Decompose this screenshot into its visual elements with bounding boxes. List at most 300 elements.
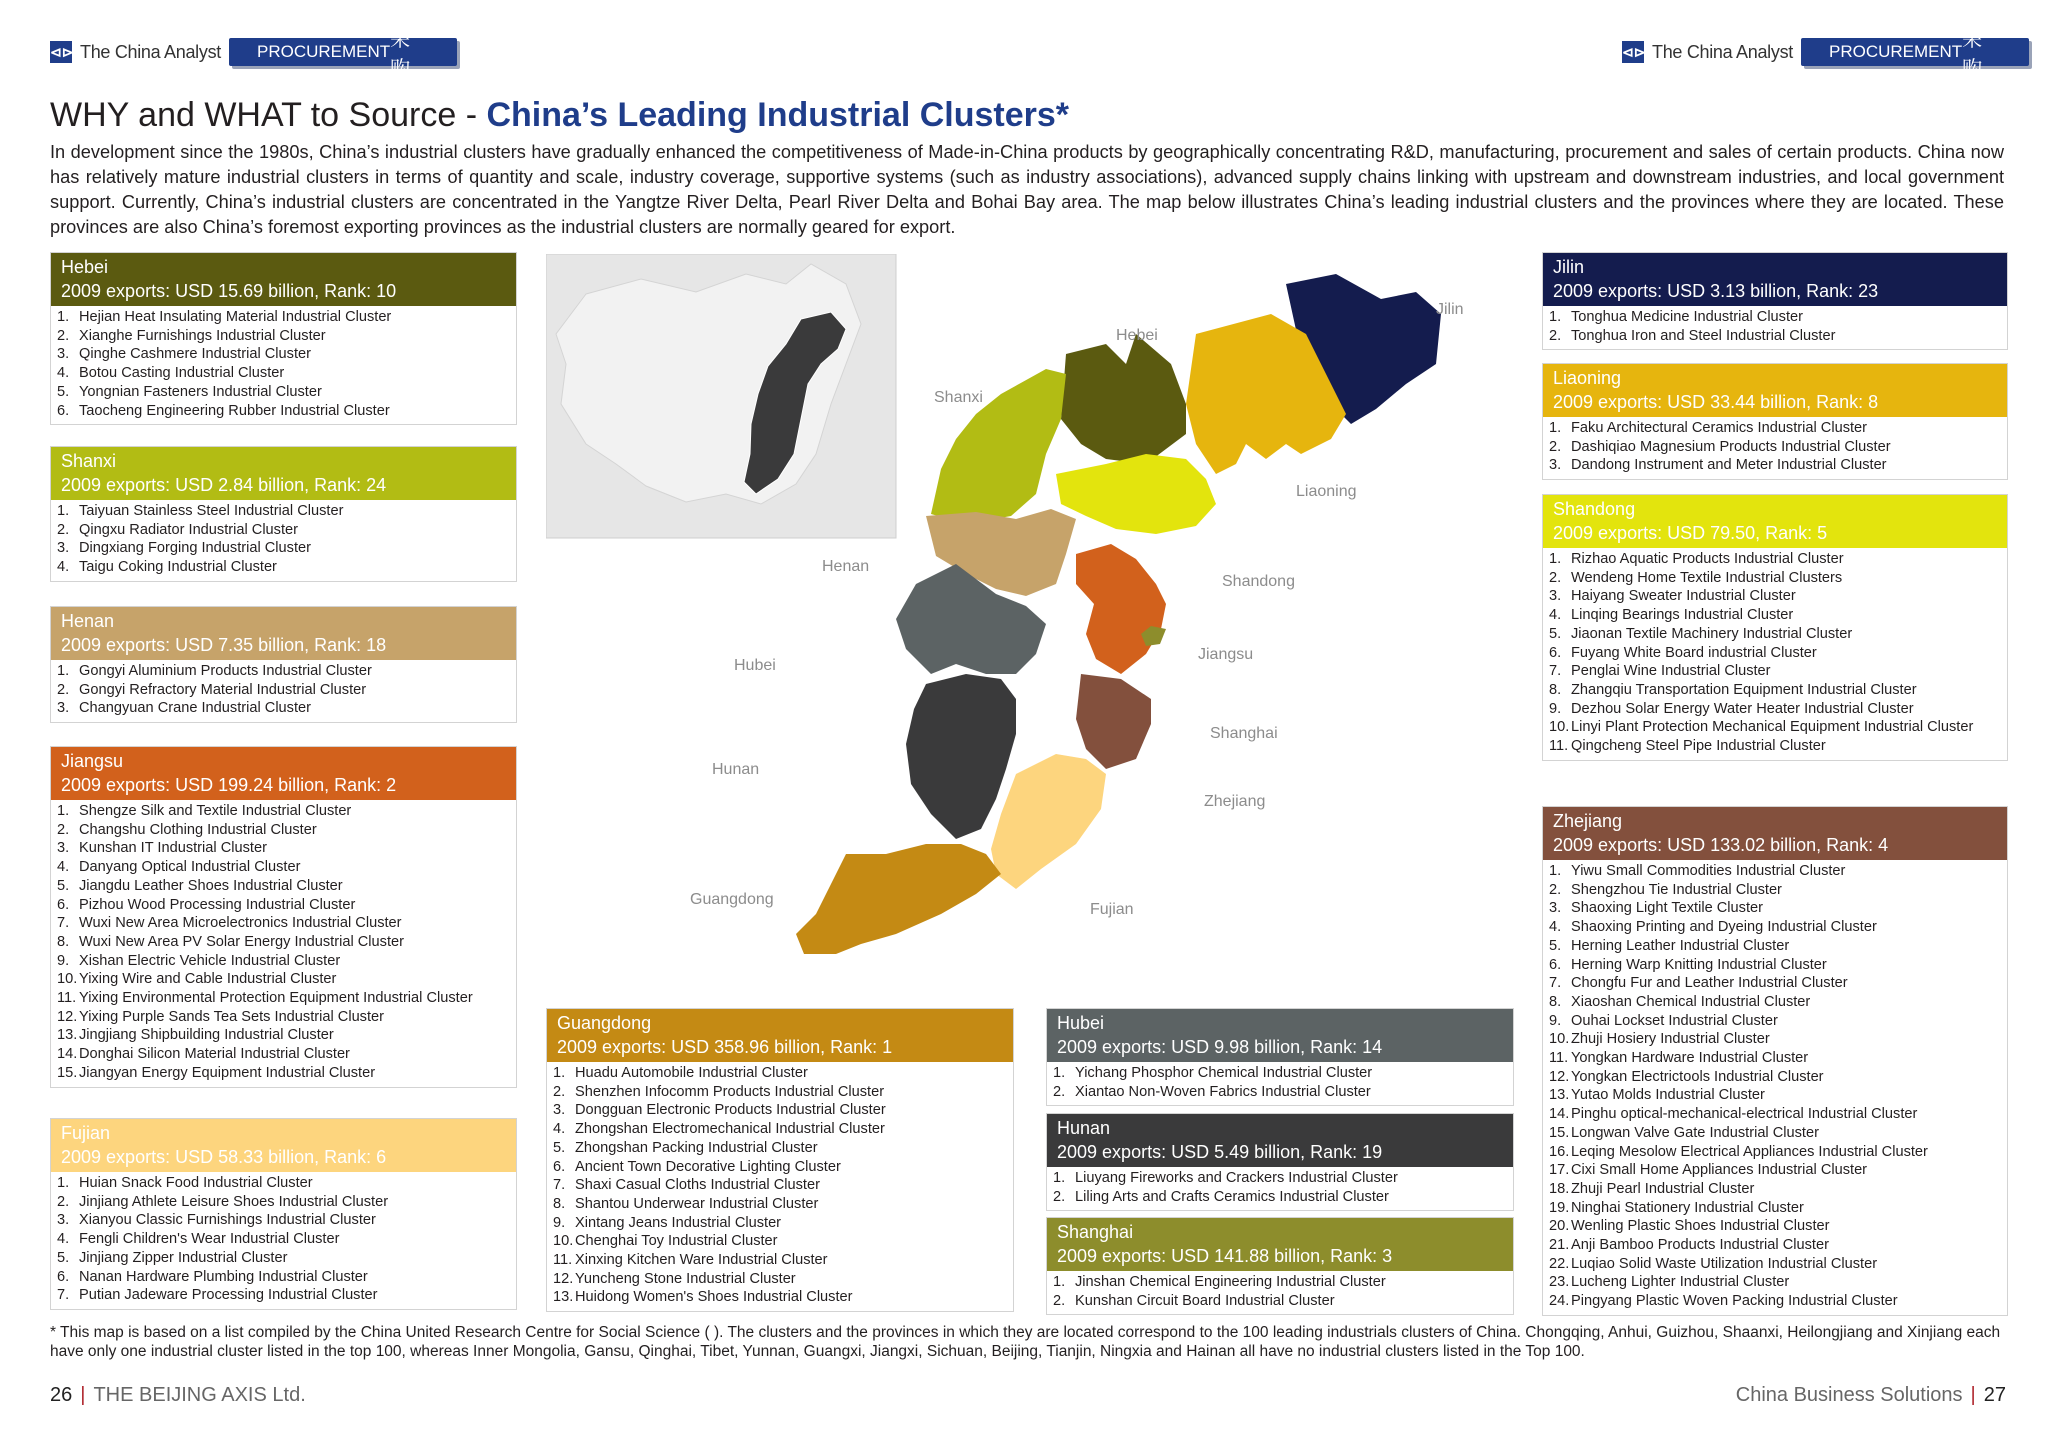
cluster-item-label: Yongnian Fasteners Industrial Cluster — [79, 383, 322, 400]
cluster-item-label: Shantou Underwear Industrial Cluster — [575, 1195, 819, 1212]
cluster-item-number: 3. — [1549, 900, 1562, 917]
cluster-item-number: 20. — [1549, 1218, 1570, 1235]
cluster-item-label: Haiyang Sweater Industrial Cluster — [1571, 588, 1796, 605]
header-right — [1622, 29, 2029, 80]
panel-header-zhejiang — [1543, 807, 2007, 860]
cluster-item-label: Longwan Valve Gate Industrial Cluster — [1571, 1124, 1819, 1141]
cluster-item-number: 3. — [1549, 457, 1562, 474]
procurement-tab — [1801, 29, 2029, 80]
cluster-item — [57, 989, 510, 1008]
cluster-item — [1549, 881, 2001, 900]
cluster-item-number: 3. — [57, 346, 70, 363]
panel-header-jilin — [1543, 253, 2007, 306]
panel-shandong — [1542, 494, 2008, 761]
cluster-item-number: 1. — [1549, 309, 1562, 325]
panel-hunan — [1046, 1113, 1514, 1211]
cluster-item-label: Tonghua Medicine Industrial Cluster — [1571, 309, 1804, 325]
footer-separator: | — [1970, 1384, 1976, 1406]
cluster-item-label: Hejian Heat Insulating Material Industrial Cluster — [79, 309, 392, 325]
cluster-item — [57, 821, 510, 840]
province-exports: 2009 exports: USD 5.49 billion, Rank: 19 — [1057, 1142, 1383, 1162]
cluster-item-label: Linqing Bearings Industrial Cluster — [1571, 607, 1794, 624]
cluster-item-label: Danyang Optical Industrial Cluster — [79, 859, 301, 876]
cluster-item-label: Xianghe Furnishings Industrial Cluster — [79, 327, 326, 344]
cluster-item-label: Ninghai Stationery Industrial Cluster — [1571, 1199, 1804, 1216]
cluster-item-number: 4. — [553, 1121, 566, 1138]
cluster-item — [57, 1249, 510, 1268]
cluster-item-number: 5. — [57, 1249, 70, 1266]
page-title — [50, 96, 1069, 135]
panel-header-henan — [51, 607, 516, 660]
cluster-item-number: 1. — [1053, 1065, 1066, 1081]
map-hunan-shape — [906, 674, 1016, 839]
cluster-item-number: 10. — [57, 971, 78, 988]
cluster-list — [51, 1172, 516, 1309]
panel-hebei — [50, 252, 517, 425]
map-label-shanxi: Shanxi — [934, 389, 983, 406]
cluster-item — [1549, 1012, 2001, 1031]
panel-header-hunan — [1047, 1114, 1513, 1167]
cluster-item — [57, 858, 510, 877]
cluster-item — [57, 308, 510, 327]
cluster-item-label: Linyi Plant Protection Mechanical Equipment Industrial Cluster — [1571, 719, 1974, 736]
cluster-item-label: Qingxu Radiator Industrial Cluster — [79, 521, 299, 538]
map-shandong-shape — [1056, 454, 1216, 534]
cluster-item-label: Shengzhou Tie Industrial Cluster — [1571, 881, 1782, 898]
cluster-item — [1549, 308, 2001, 327]
cluster-item-label: Fengli Children's Wear Industrial Cluster — [79, 1231, 340, 1248]
cluster-item — [1549, 456, 2001, 475]
cluster-item-number: 2. — [1053, 1188, 1066, 1205]
cluster-item-number: 5. — [553, 1139, 566, 1156]
cluster-item-number: 6. — [1549, 644, 1562, 661]
cluster-item-label: Shaxi Casual Cloths Industrial Cluster — [575, 1177, 820, 1194]
cluster-item — [1549, 1273, 2001, 1292]
cluster-item — [1549, 327, 2001, 346]
cluster-list — [1047, 1062, 1513, 1105]
province-name: Zhejiang — [1553, 811, 1623, 831]
cluster-item-number: 2. — [57, 821, 70, 838]
cluster-item-number: 3. — [553, 1102, 566, 1119]
panel-header-fujian — [51, 1119, 516, 1172]
cluster-item — [57, 558, 510, 577]
province-exports: 2009 exports: USD 15.69 billion, Rank: 10 — [61, 281, 397, 301]
cluster-list — [1543, 417, 2007, 479]
panel-shanxi — [50, 446, 517, 582]
cluster-item-number: 1. — [1053, 1170, 1066, 1186]
panel-zhejiang — [1542, 806, 2008, 1316]
cluster-item — [57, 383, 510, 402]
province-name: Hebei — [61, 257, 109, 277]
cluster-item-label: Dashiqiao Magnesium Products Industrial Cluster — [1571, 438, 1891, 455]
cluster-item-label: Tonghua Iron and Steel Industrial Cluster — [1571, 327, 1836, 344]
cluster-item-number: 4. — [57, 859, 70, 876]
cluster-item-label: Nanan Hardware Plumbing Industrial Cluster — [79, 1268, 368, 1285]
cluster-item-label: Yixing Wire and Cable Industrial Cluster — [79, 971, 337, 988]
cluster-item-label: Penglai Wine Industrial Cluster — [1571, 663, 1771, 680]
cluster-item-number: 1. — [1549, 420, 1562, 436]
cluster-item-label: Yuncheng Stone Industrial Cluster — [575, 1270, 796, 1287]
cluster-item-label: Xinxing Kitchen Ware Industrial Cluster — [575, 1252, 828, 1269]
cluster-item-number: 19. — [1549, 1199, 1570, 1216]
cluster-item — [1549, 644, 2001, 663]
panel-jiangsu — [50, 746, 517, 1088]
procurement-label-cn: 采购 — [390, 29, 411, 80]
cluster-item — [1549, 662, 2001, 681]
cluster-item-label: Wuxi New Area Microelectronics Industrial Cluster — [79, 915, 402, 932]
cluster-item-number: 6. — [553, 1158, 566, 1175]
cluster-item-label: Luqiao Solid Waste Utilization Industrial Cluster — [1571, 1255, 1878, 1272]
cluster-item-number: 2. — [57, 521, 70, 538]
procurement-label: PROCUREMENT — [256, 42, 391, 61]
cluster-map-svg — [546, 254, 1514, 1010]
cluster-item-label: Dongguan Electronic Products Industrial Cluster — [575, 1102, 886, 1119]
cluster-item-label: Dandong Instrument and Meter Industrial Cluster — [1571, 457, 1887, 474]
cluster-item — [1549, 569, 2001, 588]
cluster-item-number: 5. — [1549, 937, 1562, 954]
cluster-item-number: 1. — [57, 803, 70, 819]
cluster-item-number: 2. — [1549, 569, 1562, 586]
cluster-item-number: 22. — [1549, 1255, 1570, 1272]
cluster-item — [1549, 1143, 2001, 1162]
header-left — [50, 29, 457, 80]
cluster-item — [1549, 937, 2001, 956]
map-label-hubei: Hubei — [734, 657, 776, 674]
cluster-item-number: 1. — [553, 1065, 566, 1081]
cluster-item-number: 2. — [1549, 881, 1562, 898]
cluster-item-number: 2. — [57, 327, 70, 344]
cluster-item-number: 1. — [57, 503, 70, 519]
cluster-list — [1543, 306, 2007, 349]
cluster-item — [57, 1268, 510, 1287]
cluster-item-number: 7. — [57, 1287, 70, 1304]
cluster-item-number: 1. — [1549, 863, 1562, 879]
cluster-item — [57, 681, 510, 700]
map-label-hunan: Hunan — [712, 761, 760, 778]
cluster-item — [57, 1045, 510, 1064]
cluster-item — [553, 1176, 1007, 1195]
footer-right-text: China Business Solutions — [1735, 1384, 1963, 1406]
cluster-item — [1549, 700, 2001, 719]
province-exports: 2009 exports: USD 33.44 billion, Rank: 8 — [1553, 392, 1879, 412]
title-prefix: WHY and WHAT to Source - — [50, 96, 487, 134]
cluster-item — [57, 1211, 510, 1230]
cluster-item — [1549, 625, 2001, 644]
province-exports: 2009 exports: USD 2.84 billion, Rank: 24 — [61, 475, 387, 495]
cluster-item-number: 14. — [1549, 1106, 1570, 1123]
cluster-item — [1549, 899, 2001, 918]
cluster-item-number: 4. — [1549, 607, 1562, 624]
cluster-item — [1549, 1255, 2001, 1274]
cluster-item — [57, 1193, 510, 1212]
cluster-item — [57, 699, 510, 718]
cluster-item-number: 2. — [553, 1083, 566, 1100]
province-name: Shanxi — [61, 451, 117, 471]
cluster-item-label: Xintang Jeans Industrial Cluster — [575, 1214, 782, 1231]
cluster-item — [553, 1232, 1007, 1251]
title-highlight: China’s Leading Industrial Clusters* — [486, 96, 1069, 134]
cluster-item — [57, 345, 510, 364]
cluster-map — [546, 254, 1514, 1010]
cluster-item-label: Wenling Plastic Shoes Industrial Cluster — [1571, 1218, 1830, 1235]
page-number-right: 27 — [1983, 1384, 2006, 1406]
cluster-item-label: Yutao Molds Industrial Cluster — [1571, 1087, 1765, 1104]
province-name: Fujian — [61, 1123, 111, 1143]
brand-name: The China Analyst — [1652, 41, 1793, 62]
cluster-item-label: Chongfu Fur and Leather Industrial Cluster — [1571, 975, 1848, 992]
cluster-item-number: 5. — [1549, 625, 1562, 642]
cluster-item-number: 24. — [1549, 1293, 1570, 1310]
map-label-henan: Henan — [822, 558, 870, 575]
map-label-guangdong: Guangdong — [690, 891, 774, 908]
province-name: Guangdong — [557, 1013, 652, 1033]
cluster-item — [1549, 1161, 2001, 1180]
cluster-item-label: Yichang Phosphor Chemical Industrial Cluster — [1075, 1065, 1373, 1081]
panel-shanghai — [1046, 1217, 1514, 1315]
cluster-item — [57, 802, 510, 821]
province-exports: 2009 exports: USD 7.35 billion, Rank: 18 — [61, 635, 387, 655]
cluster-item-number: 12. — [553, 1270, 574, 1287]
cluster-item — [1549, 419, 2001, 438]
panel-liaoning — [1542, 363, 2008, 480]
cluster-item — [57, 952, 510, 971]
cluster-item-number: 3. — [57, 840, 70, 857]
cluster-item-label: Pinghu optical-mechanical-electrical Industrial Cluster — [1571, 1106, 1918, 1123]
cluster-item — [57, 1174, 510, 1193]
cluster-item — [1549, 1124, 2001, 1143]
cluster-item-label: Pingyang Plastic Woven Packing Industrial Cluster — [1571, 1293, 1898, 1310]
cluster-item-label: Kunshan IT Industrial Cluster — [79, 840, 267, 857]
cluster-item-number: 9. — [553, 1214, 566, 1231]
cluster-item — [1549, 438, 2001, 457]
panel-fujian — [50, 1118, 517, 1310]
cluster-item — [57, 402, 510, 421]
map-label-jiangsu: Jiangsu — [1198, 646, 1254, 663]
cluster-item-label: Taocheng Engineering Rubber Industrial Cluster — [79, 402, 390, 419]
province-exports: 2009 exports: USD 79.50, Rank: 5 — [1553, 523, 1828, 543]
cluster-item — [57, 327, 510, 346]
cluster-item — [553, 1270, 1007, 1289]
cluster-item-label: Xianyou Classic Furnishings Industrial Cluster — [79, 1212, 376, 1229]
cluster-item-number: 9. — [1549, 1012, 1562, 1029]
cluster-item-label: Cixi Small Home Appliances Industrial Cluster — [1571, 1162, 1868, 1179]
cluster-item-number: 1. — [57, 309, 70, 325]
cluster-item-label: Faku Architectural Ceramics Industrial Cluster — [1571, 420, 1868, 436]
map-label-liaoning: Liaoning — [1296, 483, 1357, 500]
panel-header-jiangsu — [51, 747, 516, 800]
cluster-item-number: 3. — [57, 540, 70, 557]
cluster-item-number: 23. — [1549, 1274, 1570, 1291]
cluster-item — [553, 1158, 1007, 1177]
cluster-item-label: Gongyi Refractory Material Industrial Cluster — [79, 681, 367, 698]
cluster-item — [1549, 1068, 2001, 1087]
cluster-item-label: Jiaonan Textile Machinery Industrial Cluster — [1571, 625, 1853, 642]
cluster-list — [51, 800, 516, 1087]
cluster-item-number: 8. — [57, 933, 70, 950]
cluster-item-number: 6. — [57, 402, 70, 419]
cluster-item — [553, 1064, 1007, 1083]
cluster-list — [51, 660, 516, 722]
cluster-item-number: 10. — [1549, 719, 1570, 736]
cluster-item — [553, 1251, 1007, 1270]
panel-header-guangdong — [547, 1009, 1013, 1062]
cluster-item-number: 8. — [553, 1195, 566, 1212]
cluster-item-number: 11. — [1549, 1050, 1569, 1067]
province-exports: 2009 exports: USD 133.02 billion, Rank: 4 — [1553, 835, 1889, 855]
brand-name: The China Analyst — [80, 41, 221, 62]
cluster-item-number: 12. — [1549, 1068, 1570, 1085]
cluster-item-number: 3. — [57, 700, 70, 717]
cluster-item-number: 1. — [1053, 1274, 1066, 1290]
province-name: Shanghai — [1057, 1222, 1134, 1242]
cluster-item — [57, 1286, 510, 1305]
cluster-item-number: 10. — [1549, 1031, 1570, 1048]
cluster-item-label: Shengze Silk and Textile Industrial Cluster — [79, 803, 352, 819]
cluster-item — [57, 521, 510, 540]
cluster-item-number: 7. — [1549, 663, 1562, 680]
cluster-item-number: 21. — [1549, 1237, 1570, 1254]
cluster-item-number: 5. — [57, 877, 70, 894]
cluster-item-number: 2. — [1549, 327, 1562, 344]
cluster-item-label: Zhuji Pearl Industrial Cluster — [1571, 1180, 1755, 1197]
province-name: Jiangsu — [61, 751, 124, 771]
cluster-item — [57, 1230, 510, 1249]
cluster-item — [1549, 681, 2001, 700]
cluster-item — [1549, 956, 2001, 975]
province-name: Henan — [61, 611, 115, 631]
cluster-item — [1549, 587, 2001, 606]
cluster-item-label: Yixing Environmental Protection Equipment Industrial Cluster — [79, 990, 473, 1007]
cluster-item — [57, 933, 510, 952]
cluster-item-number: 16. — [1549, 1143, 1570, 1160]
cluster-item-label: Putian Jadeware Processing Industrial Cluster — [79, 1287, 378, 1304]
province-exports: 2009 exports: USD 9.98 billion, Rank: 14 — [1057, 1037, 1383, 1057]
panel-hubei — [1046, 1008, 1514, 1106]
cluster-item-label: Jiangdu Leather Shoes Industrial Cluster — [79, 877, 343, 894]
cluster-item — [57, 877, 510, 896]
province-name: Shandong — [1553, 499, 1636, 519]
cluster-item-number: 6. — [57, 896, 70, 913]
cluster-item — [1549, 1105, 2001, 1124]
procurement-label: PROCUREMENT — [1828, 42, 1963, 61]
cluster-item-number: 4. — [57, 365, 70, 382]
cluster-item — [553, 1120, 1007, 1139]
cluster-item-label: Liling Arts and Crafts Ceramics Industrial Cluster — [1075, 1188, 1389, 1205]
cluster-item — [57, 970, 510, 989]
map-label-fujian: Fujian — [1090, 901, 1134, 918]
cluster-item-label: Yiwu Small Commodities Industrial Cluster — [1571, 863, 1846, 879]
cluster-item — [57, 839, 510, 858]
cluster-item-number: 2. — [1549, 438, 1562, 455]
cluster-item-number: 9. — [57, 952, 70, 969]
cluster-item-label: Rizhao Aquatic Products Industrial Cluster — [1571, 551, 1844, 567]
cluster-item-label: Kunshan Circuit Board Industrial Cluster — [1075, 1292, 1335, 1309]
cluster-list — [51, 306, 516, 424]
cluster-item-number: 1. — [1549, 551, 1562, 567]
panel-header-shanghai — [1047, 1218, 1513, 1271]
cluster-item — [1549, 1217, 2001, 1236]
panel-henan — [50, 606, 517, 723]
map-label-shandong: Shandong — [1222, 573, 1295, 590]
cluster-item-number: 18. — [1549, 1180, 1570, 1197]
cluster-item-number: 14. — [57, 1046, 78, 1063]
map-zhejiang-shape — [1076, 674, 1151, 769]
procurement-tab — [229, 29, 457, 80]
cluster-item-label: Xishan Electric Vehicle Industrial Cluster — [79, 952, 341, 969]
cluster-item-number: 2. — [1053, 1292, 1066, 1309]
cluster-item-number: 4. — [1549, 919, 1562, 936]
cluster-item-label: Xiaoshan Chemical Industrial Cluster — [1571, 993, 1811, 1010]
footnote: * This map is based on a list compiled by the China United Research Centre for Social Science ( ). The clusters and the provinces in which they are located correspond to the 100 leading industrials clusters of China. Chongqing, Anhui, Guizhou, Shaanxi, Heilongjiang and Xinjiang each have only one industrial cluster listed in the top 100, whereas Inner Mongolia, Gansu, Qinghai, Tibet, Yunnan, Guangxi, Jiangxi, Sichuan, Beijing, Tianjin, Ningxia and Hainan all have no industrial clusters listed in the Top 100. — [50, 1324, 2001, 1360]
cluster-item — [553, 1101, 1007, 1120]
cluster-item — [57, 539, 510, 558]
cluster-item-label: Donghai Silicon Material Industrial Cluster — [79, 1046, 350, 1063]
cluster-item — [1053, 1292, 1507, 1311]
cluster-item — [553, 1083, 1007, 1102]
panel-header-hebei — [51, 253, 516, 306]
cluster-item-number: 13. — [553, 1289, 574, 1306]
cluster-item-number: 10. — [553, 1233, 574, 1250]
province-exports: 2009 exports: USD 3.13 billion, Rank: 23 — [1553, 281, 1879, 301]
cluster-item-number: 2. — [57, 681, 70, 698]
cluster-item-number: 6. — [57, 1268, 70, 1285]
cluster-item-label: Qingcheng Steel Pipe Industrial Cluster — [1571, 738, 1826, 755]
cluster-item-label: Wuxi New Area PV Solar Energy Industrial Cluster — [79, 933, 404, 950]
map-guangdong-shape — [796, 844, 1001, 954]
cluster-item-label: Taigu Coking Industrial Cluster — [79, 559, 277, 576]
cluster-item-label: Changyuan Crane Industrial Cluster — [79, 700, 312, 717]
cluster-item — [57, 1008, 510, 1027]
cluster-item-number: 3. — [57, 1212, 70, 1229]
intro-paragraph: In development since the 1980s, China’s industrial clusters have gradually enhanced the competitiveness of Made-in-China products by geographically concentrating R&D, manufacturing, procurement and sales of certain products. China now has relatively mature industrial clusters in terms of quantity and scale, industry coverage, supportive systems (such as industry associations), advanced supply chains linking with upstream and downstream industries, and local government support. Currently, China’s industrial clusters are concentrated in the Yangtze River Delta, Pearl River Delta and Bohai Bay area. The map below illustrates China’s leading industrial clusters and the provinces where they are located. These provinces are also China’s foremost exporting provinces as the industrial clusters are normally geared for export. — [50, 142, 2004, 237]
cluster-item — [57, 1026, 510, 1045]
footer-left — [50, 1384, 306, 1407]
cluster-item — [1549, 1236, 2001, 1255]
cluster-item — [553, 1214, 1007, 1233]
map-label-jilin: Jilin — [1436, 301, 1464, 318]
page-number-left: 26 — [50, 1384, 73, 1406]
panel-header-liaoning — [1543, 364, 2007, 417]
cluster-item-number: 1. — [57, 663, 70, 679]
cluster-item-number: 2. — [57, 1193, 70, 1210]
cluster-item — [1053, 1188, 1507, 1207]
cluster-item-label: Leqing Mesolow Electrical Appliances Industrial Cluster — [1571, 1143, 1928, 1160]
cluster-item — [553, 1195, 1007, 1214]
cluster-item — [1549, 974, 2001, 993]
footer-separator: | — [80, 1384, 86, 1406]
cluster-item — [1053, 1083, 1507, 1102]
map-jiangsu-shape — [1076, 544, 1166, 674]
cluster-item-label: Yixing Purple Sands Tea Sets Industrial Cluster — [79, 1008, 385, 1025]
cluster-item-number: 7. — [57, 915, 70, 932]
map-label-hebei: Hebei — [1116, 327, 1158, 344]
cluster-item-number: 13. — [1549, 1087, 1570, 1104]
cluster-item-label: Zhuji Hosiery Industrial Cluster — [1571, 1031, 1770, 1048]
cluster-item — [57, 1064, 510, 1083]
cluster-item-label: Shaoxing Light Textile Cluster — [1571, 900, 1763, 917]
province-exports: 2009 exports: USD 199.24 billion, Rank: 2 — [61, 775, 397, 795]
cluster-item-number: 12. — [57, 1008, 78, 1025]
map-label-zhejiang: Zhejiang — [1204, 793, 1266, 810]
cluster-item-label: Dezhou Solar Energy Water Heater Industrial Cluster — [1571, 700, 1914, 717]
cluster-item-number: 11. — [553, 1252, 573, 1269]
cluster-item — [1549, 918, 2001, 937]
cluster-item-label: Yongkan Hardware Industrial Cluster — [1571, 1050, 1809, 1067]
province-exports: 2009 exports: USD 358.96 billion, Rank: 1 — [557, 1037, 893, 1057]
cluster-item-number: 4. — [57, 559, 70, 576]
cluster-list — [1047, 1271, 1513, 1314]
cluster-item — [1549, 1199, 2001, 1218]
